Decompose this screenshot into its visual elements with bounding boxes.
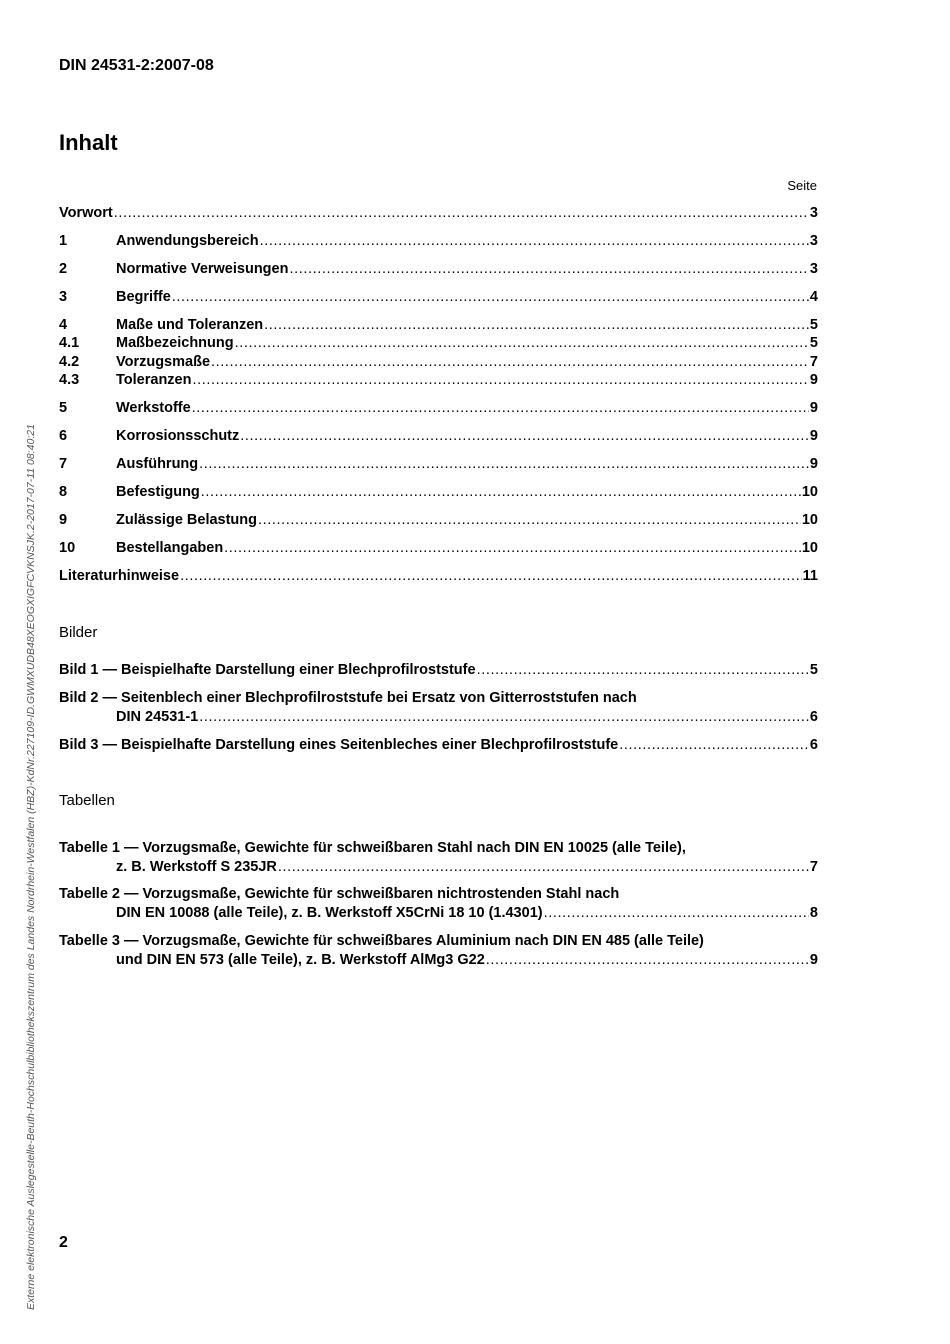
toc-entry[interactable] — [59, 353, 818, 372]
toc-label: Befestigung — [116, 484, 200, 500]
toc-label: Literaturhinweise — [59, 568, 180, 584]
figure-page: 5 — [809, 662, 818, 678]
toc-number: 10 — [59, 540, 76, 556]
toc-entry[interactable] — [59, 511, 818, 530]
leader-dots — [211, 353, 809, 372]
watermark-text: Externe elektronische Auslegestelle-Beuth-Hochschulbibliothekszentrum des Landes Nordrhein-Westfalen (HBZ)-KdNr.227109-ID.GWMXUDB48XEOGXIGFCVKNSJK.2-2017-07-11 08:40:21 — [25, 424, 37, 1310]
figure-entry[interactable] — [59, 689, 818, 727]
table-entry[interactable] — [59, 839, 818, 877]
toc-page: 7 — [809, 354, 818, 370]
toc-page: 3 — [809, 261, 818, 277]
table-entry[interactable] — [59, 885, 818, 923]
document-id: DIN 24531-2:2007-08 — [59, 57, 214, 74]
toc-number: 2 — [59, 261, 68, 277]
toc-label: Toleranzen — [116, 372, 192, 388]
toc-number: 7 — [59, 456, 68, 472]
figure-label: Bild 2 — Seitenblech einer Blechprofilroststufe bei Ersatz von Gitterroststufen nach — [59, 690, 637, 706]
table-page: 7 — [809, 859, 818, 875]
toc-entry[interactable] — [59, 455, 818, 474]
toc-page: 9 — [809, 428, 818, 444]
table-label: Tabelle 2 — Vorzugsmaße, Gewichte für schweißbaren nichtrostenden Stahl nach — [59, 886, 620, 902]
leader-dots — [180, 567, 802, 586]
figure-entry[interactable] — [59, 661, 818, 680]
tabellen-heading: Tabellen — [59, 792, 115, 809]
leader-dots — [199, 455, 809, 474]
toc-label: Normative Verweisungen — [116, 261, 289, 277]
table-label: Tabelle 3 — Vorzugsmaße, Gewichte für schweißbares Aluminium nach DIN EN 485 (alle Teile) — [59, 933, 704, 949]
leader-dots — [192, 399, 809, 418]
leader-dots — [172, 288, 809, 307]
toc-page: 4 — [809, 289, 818, 305]
leader-dots — [289, 260, 808, 279]
toc-page: 9 — [809, 456, 818, 472]
toc-page: 9 — [809, 400, 818, 416]
toc-number: 4.1 — [59, 335, 80, 351]
leader-dots — [201, 483, 801, 502]
toc-label: Begriffe — [116, 289, 171, 305]
toc-label: Ausführung — [116, 456, 199, 472]
toc-page: 10 — [801, 484, 818, 500]
toc-label: Korrosionsschutz — [116, 428, 240, 444]
figure-label-cont: DIN 24531-1 — [116, 709, 199, 725]
table-page: 9 — [809, 952, 818, 968]
leader-dots — [258, 511, 801, 530]
toc-page: 3 — [809, 233, 818, 249]
leader-dots — [114, 204, 809, 223]
toc-page: 3 — [809, 205, 818, 221]
table-label-cont: DIN EN 10088 (alle Teile), z. B. Werkstoff X5CrNi 18 10 (1.4301) — [116, 905, 543, 921]
seite-label: Seite — [787, 178, 817, 193]
toc-label: Maßbezeichnung — [116, 335, 234, 351]
leader-dots — [260, 232, 809, 251]
toc-page: 5 — [809, 335, 818, 351]
toc-page: 10 — [801, 512, 818, 528]
toc-entry-literaturhinweise[interactable] — [59, 567, 818, 586]
toc-entry[interactable] — [59, 371, 818, 390]
toc-number: 9 — [59, 512, 68, 528]
figure-page: 6 — [809, 737, 818, 753]
toc-entry[interactable] — [59, 334, 818, 353]
figure-label: Bild 1 — Beispielhafte Darstellung einer Blechprofilroststufe — [59, 662, 476, 678]
leader-dots — [477, 661, 809, 680]
toc-number: 4.2 — [59, 354, 80, 370]
leader-dots — [235, 334, 809, 353]
leader-dots — [240, 427, 809, 446]
leader-dots — [199, 708, 809, 727]
toc-page: 5 — [809, 317, 818, 333]
leader-dots — [192, 371, 808, 390]
toc-number: 6 — [59, 428, 68, 444]
table-label: Tabelle 1 — Vorzugsmaße, Gewichte für schweißbaren Stahl nach DIN EN 10025 (alle Teile), — [59, 840, 686, 856]
page-number: 2 — [59, 1234, 68, 1251]
leader-dots — [544, 904, 809, 923]
leader-dots — [224, 539, 801, 558]
table-label-cont: z. B. Werkstoff S 235JR — [116, 859, 277, 875]
toc-number: 3 — [59, 289, 68, 305]
toc-label: Maße und Toleranzen — [116, 317, 264, 333]
toc-number: 4.3 — [59, 372, 80, 388]
toc-page: 10 — [801, 540, 818, 556]
leader-dots — [619, 736, 809, 755]
toc-entry[interactable] — [59, 483, 818, 502]
toc-entry[interactable] — [59, 399, 818, 418]
figure-entry[interactable] — [59, 736, 818, 755]
figure-page: 6 — [809, 709, 818, 725]
toc-number: 1 — [59, 233, 68, 249]
leader-dots — [264, 316, 809, 335]
toc-page: 11 — [802, 568, 818, 584]
toc-label: Bestellangaben — [116, 540, 224, 556]
toc-page: 9 — [809, 372, 818, 388]
leader-dots — [278, 858, 809, 877]
figure-label: Bild 3 — Beispielhafte Darstellung eines Seitenbleches einer Blechprofilroststufe — [59, 737, 619, 753]
toc-number: 8 — [59, 484, 68, 500]
toc-entry[interactable] — [59, 232, 818, 251]
toc-label: Anwendungsbereich — [116, 233, 259, 249]
toc-entry[interactable] — [59, 427, 818, 446]
toc-number: 5 — [59, 400, 68, 416]
toc-number: 4 — [59, 317, 68, 333]
toc-entry[interactable] — [59, 288, 818, 307]
bilder-heading: Bilder — [59, 624, 98, 641]
toc-entry[interactable] — [59, 316, 818, 335]
table-label-cont: und DIN EN 573 (alle Teile), z. B. Werkstoff AlMg3 G22 — [116, 952, 485, 968]
table-page: 8 — [809, 905, 818, 921]
toc-label: Werkstoffe — [116, 400, 191, 416]
toc-entry[interactable] — [59, 260, 818, 279]
leader-dots — [486, 951, 809, 970]
page-title: Inhalt — [59, 130, 118, 155]
table-entry[interactable] — [59, 932, 818, 970]
toc-label: Vorzugsmaße — [116, 354, 211, 370]
toc-entry-vorwort[interactable] — [59, 204, 818, 223]
toc-label: Zulässige Belastung — [116, 512, 258, 528]
toc-entry[interactable] — [59, 539, 818, 558]
toc-label: Vorwort — [59, 205, 113, 221]
